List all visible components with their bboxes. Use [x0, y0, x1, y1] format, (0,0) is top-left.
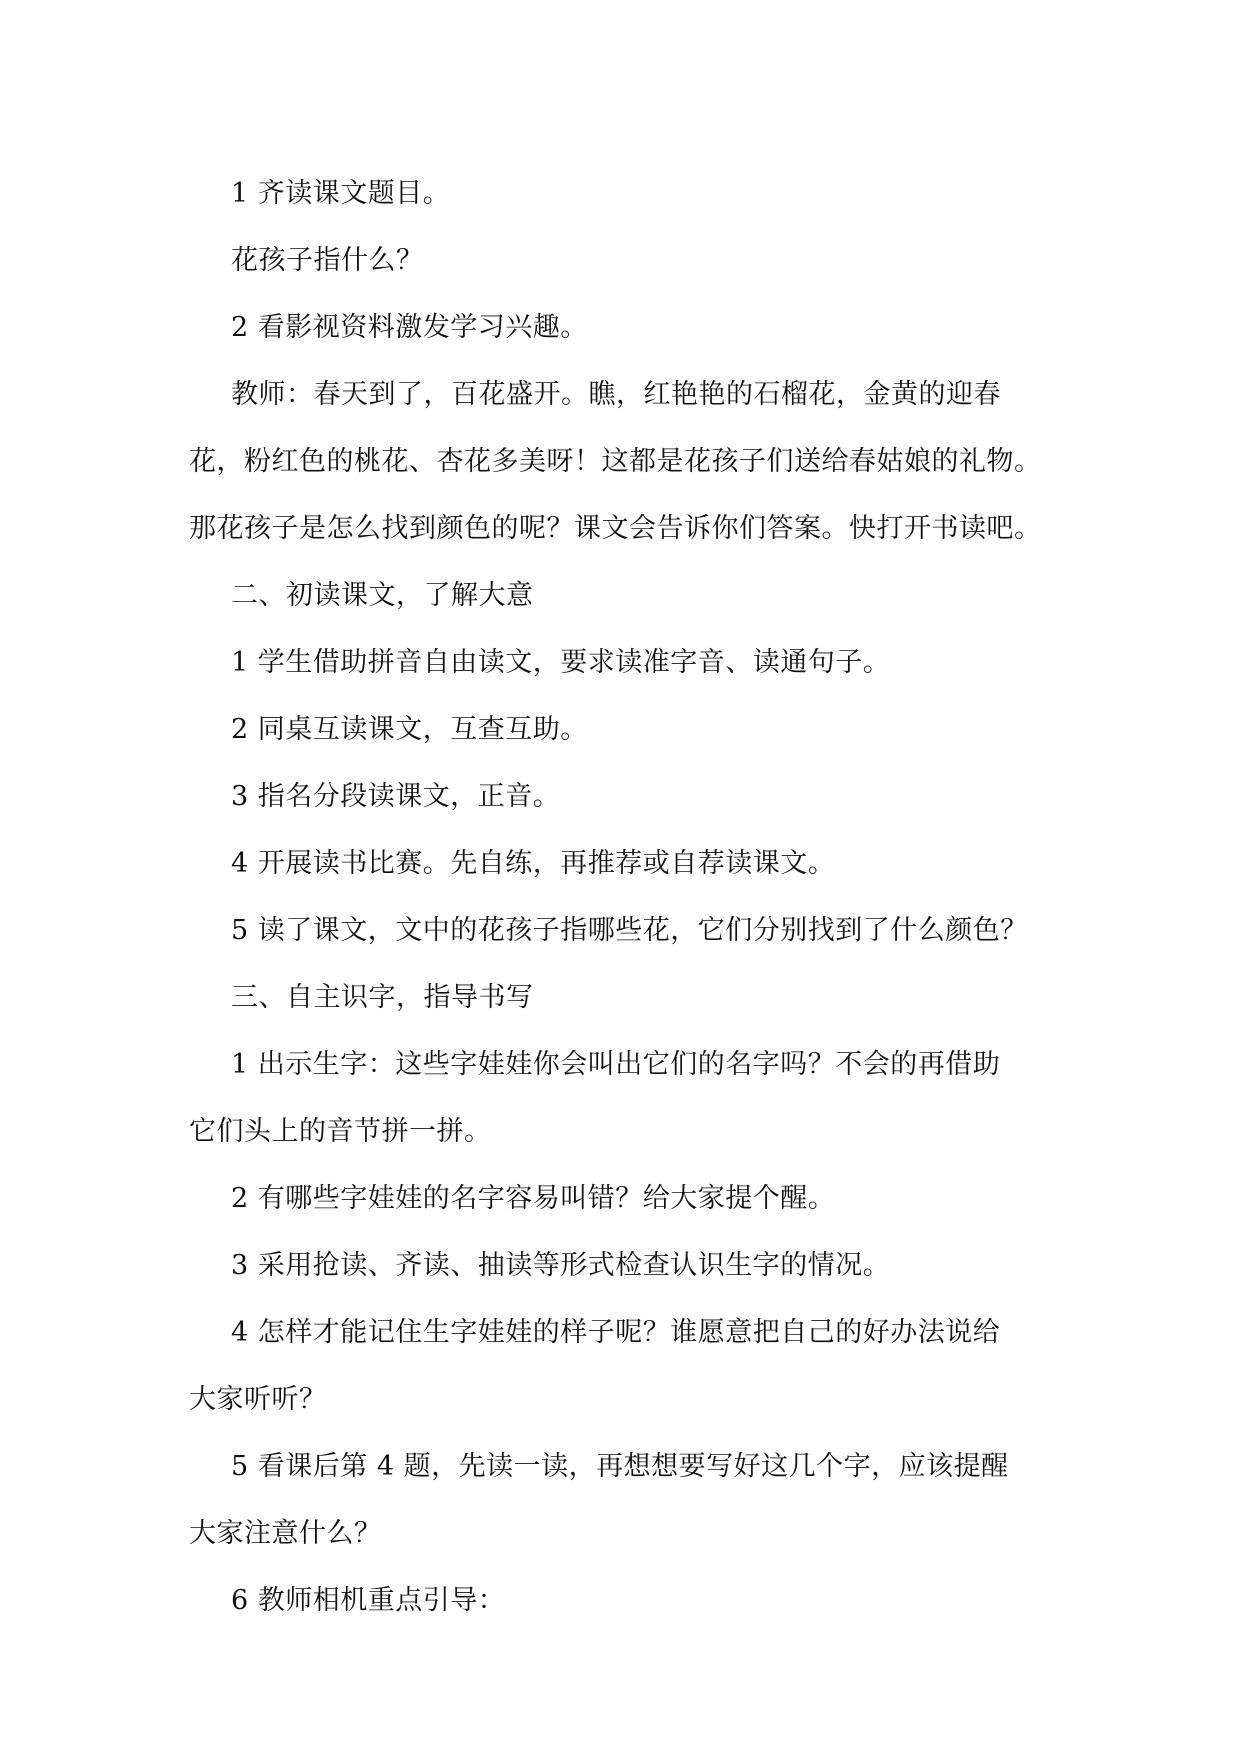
- paragraph: [189, 897, 1057, 964]
- paragraph: [189, 1232, 1057, 1299]
- text-line: 4 开展读书比赛。先自练，再推荐或自荐读课文。: [231, 848, 836, 879]
- text-line: 花孩子指什么？: [231, 245, 424, 276]
- paragraph: [189, 1299, 1057, 1433]
- paragraph: [189, 361, 1057, 562]
- document-body: [189, 160, 1057, 1634]
- text-line: 它们头上的音节拼一拼。: [189, 1116, 492, 1147]
- text-line: 花，粉红色的桃花、杏花多美呀！这都是花孩子们送给春姑娘的礼物。: [189, 446, 1042, 477]
- text-line: 二、初读课文，了解大意: [231, 580, 534, 611]
- paragraph: [189, 294, 1057, 361]
- paragraph: [189, 830, 1057, 897]
- text-line: 大家听听？: [189, 1384, 327, 1415]
- text-line: 6 教师相机重点引导：: [231, 1585, 506, 1616]
- text-line: 2 有哪些字娃娃的名字容易叫错？给大家提个醒。: [231, 1183, 836, 1214]
- paragraph: [189, 696, 1057, 763]
- paragraph: [189, 1165, 1057, 1232]
- text-line: 1 齐读课文题目。: [231, 178, 451, 209]
- text-line: 大家注意什么？: [189, 1518, 382, 1549]
- paragraph: [189, 160, 1057, 227]
- text-line: 1 出示生字：这些字娃娃你会叫出它们的名字吗？不会的再借助: [231, 1049, 1001, 1080]
- text-line: 2 看影视资料激发学习兴趣。: [231, 312, 588, 343]
- section-heading: [189, 964, 1057, 1031]
- paragraph: [189, 629, 1057, 696]
- text-line: 5 看课后第 4 题，先读一读，再想想要写好这几个字，应该提醒: [231, 1451, 1009, 1482]
- paragraph: [189, 1567, 1057, 1634]
- text-line: 3 指名分段读课文，正音。: [231, 781, 561, 812]
- text-line: 4 怎样才能记住生字娃娃的样子呢？谁愿意把自己的好办法说给: [231, 1317, 1001, 1348]
- paragraph: [189, 763, 1057, 830]
- text-line: 三、自主识字，指导书写: [231, 982, 534, 1013]
- text-line: 1 学生借助拼音自由读文，要求读准字音、读通句子。: [231, 647, 891, 678]
- section-heading: [189, 562, 1057, 629]
- paragraph: [189, 227, 1057, 294]
- text-line: 那花孩子是怎么找到颜色的呢？课文会告诉你们答案。快打开书读吧。: [189, 513, 1042, 544]
- text-line: 2 同桌互读课文，互查互助。: [231, 714, 588, 745]
- text-line: 教师：春天到了，百花盛开。瞧，红艳艳的石榴花，金黄的迎春: [231, 379, 1001, 410]
- paragraph: [189, 1031, 1057, 1165]
- text-line: 5 读了课文，文中的花孩子指哪些花，它们分别找到了什么颜色？: [231, 915, 1028, 946]
- text-line: 3 采用抢读、齐读、抽读等形式检查认识生字的情况。: [231, 1250, 891, 1281]
- paragraph: [189, 1433, 1057, 1567]
